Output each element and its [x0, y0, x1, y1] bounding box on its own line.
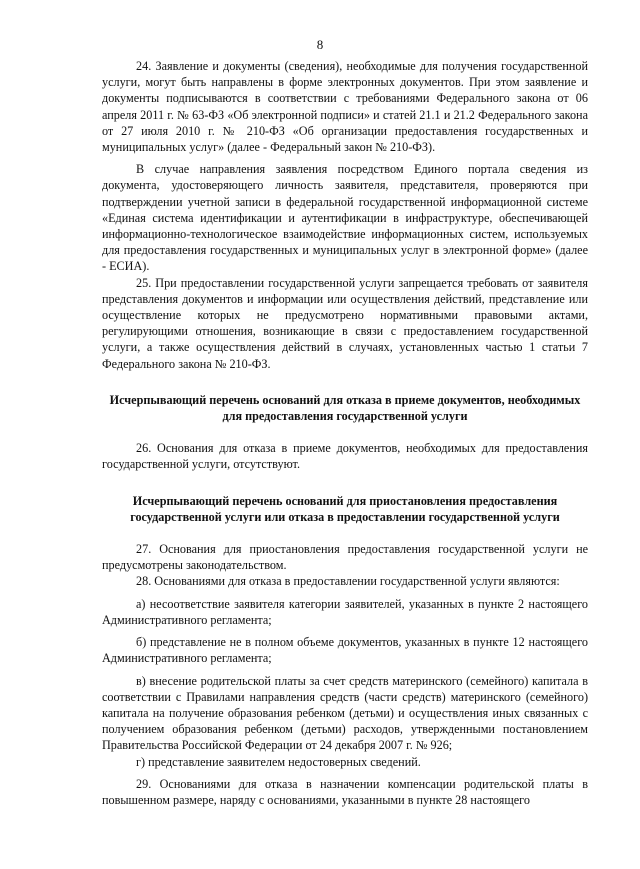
- paragraph-27: 27. Основания для приостановления предоставления государственной услуги не предусмотрены законодательством.: [102, 542, 588, 573]
- section-heading-refusal-acceptance: Исчерпывающий перечень оснований для отказа в приеме документов, необходимых для предоставления государственной услуги: [109, 392, 581, 424]
- paragraph-26: 26. Основания для отказа в приеме документов, необходимых для предоставления государственной услуги, отсутствуют.: [102, 441, 588, 472]
- paragraph-28-v: в) внесение родительской платы за счет средств материнского (семейного) капитала в соответствии с Правилами направления средств (части средств) материнского (семейного) капитала на получение образования ребенком (детьми) и осуществления иных связанных с получением образования ребенком (детьми) расходов, утвержденными постановлением Правительства Российской Федерации от 24 декабря 2007 г. № 926;: [102, 673, 588, 753]
- paragraph-24: 24. Заявление и документы (сведения), необходимые для получения государственной услуги, могут быть направлены в форме электронных документов. При этом заявление и документы подписываются в соответствии с требованиями Федерального закона от 06 апреля 2011 г. № 63-ФЗ «Об электронной подписи» и статей 21.1 и 21.2 Федерального закона от 27 июля 2010 г. № 210-ФЗ «Об организации предоставления государственных и муниципальных услуг» (далее - Федеральный закон № 210-ФЗ).: [102, 59, 588, 155]
- paragraph-29: 29. Основаниями для отказа в назначении компенсации родительской платы в повышенном размере, наряду с основаниями, указанными в пункте 28 настоящего: [102, 776, 588, 807]
- document-body: [102, 58, 588, 808]
- paragraph-28-g: г) представление заявителем недостоверных сведений.: [136, 754, 421, 769]
- paragraph-esia: В случае направления заявления посредством Единого портала сведения из документа, удостоверяющего личность заявителя, представителя, проверяются при подтверждении учетной записи в федеральной государственной информационной системе «Единая система идентификации и аутентификации в инфраструктуре, обеспечивающей информационно-технологическое взаимодействие информационных систем, используемых для предоставления государственных и муниципальных услуг в электронной форме» (далее - ЕСИА).: [102, 162, 588, 274]
- page-number: 8: [316, 37, 324, 52]
- paragraph-28-b: б) представление не в полном объеме документов, указанных в пункте 12 настоящего Административного регламента;: [102, 635, 588, 666]
- paragraph-25: 25. При предоставлении государственной услуги запрещается требовать от заявителя представления документов и информации или осуществления действий, представление или осуществление которых не предусмотрено нормативными правовыми актами, регулирующими отношения, возникающие в связи с предоставлением государственной услуги, а также осуществления действий в случаях, установленных частью 1 статьи 7 Федерального закона № 210-ФЗ.: [102, 275, 588, 371]
- section-heading-suspension-refusal: Исчерпывающий перечень оснований для приостановления предоставления государственной услуги или отказа в предоставлении государственной услуги: [130, 493, 560, 524]
- paragraph-28: 28. Основаниями для отказа в предоставлении государственной услуги являются:: [136, 574, 560, 589]
- paragraph-28-a: а) несоответствие заявителя категории заявителей, указанных в пункте 2 настоящего Административного регламента;: [102, 596, 588, 627]
